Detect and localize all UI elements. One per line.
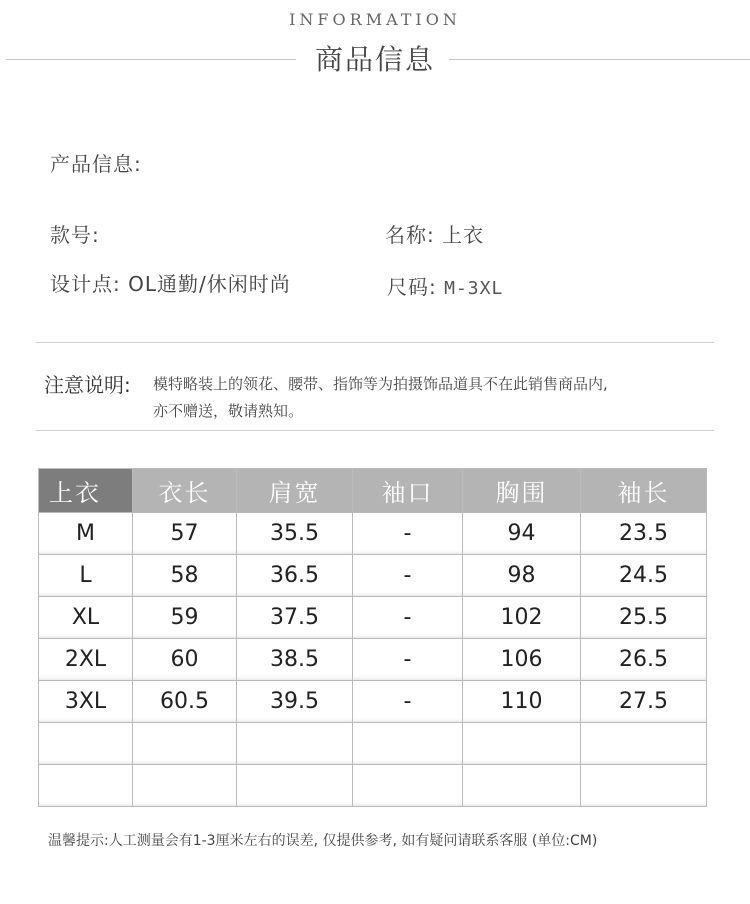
table-cell: - — [353, 681, 463, 723]
table-cell: XL — [39, 597, 133, 639]
design-field — [50, 268, 291, 297]
table-cell: 110 — [463, 681, 581, 723]
table-cell — [463, 723, 581, 765]
table-cell: 39.5 — [237, 681, 353, 723]
table-cell: - — [353, 639, 463, 681]
table-row — [39, 513, 707, 555]
table-cell — [237, 723, 353, 765]
table-cell: 25.5 — [581, 597, 707, 639]
table-row — [39, 597, 707, 639]
name-label: 名称: — [385, 223, 435, 247]
table-cell — [581, 723, 707, 765]
table-row — [39, 639, 707, 681]
table-cell: M — [39, 513, 133, 555]
table-cell: 26.5 — [581, 639, 707, 681]
name-value: 上衣 — [442, 223, 485, 247]
header-subtitle: INFORMATION — [289, 10, 461, 29]
table-row — [39, 555, 707, 597]
table-cell — [581, 765, 707, 807]
table-cell: 36.5 — [237, 555, 353, 597]
page-title: 商品信息 — [314, 43, 435, 76]
table-header-cell: 胸围 — [463, 469, 581, 513]
style-number-label: 款号: — [50, 223, 100, 247]
notice-label: 注意说明: — [44, 373, 131, 397]
table-cell — [237, 765, 353, 807]
table-cell: 98 — [463, 555, 581, 597]
table-header-cell: 袖长 — [581, 469, 707, 513]
table-cell — [39, 765, 133, 807]
table-header-cell: 肩宽 — [237, 469, 353, 513]
measurement-tip: 温馨提示:人工测量会有1-3厘米左右的误差, 仅提供参考, 如有疑问请联系客服 (单位:CM) — [48, 833, 598, 849]
table-cell: 23.5 — [581, 513, 707, 555]
table-header-cell: 上衣 — [39, 469, 133, 513]
design-label: 设计点: — [50, 272, 121, 296]
table-cell: - — [353, 597, 463, 639]
notice-line-2: 亦不赠送，敬请熟知。 — [153, 402, 304, 420]
table-cell: 60 — [133, 639, 237, 681]
table-cell — [463, 765, 581, 807]
table-cell: - — [353, 555, 463, 597]
table-cell — [353, 765, 463, 807]
divider-top — [36, 342, 714, 343]
table-header-row — [39, 469, 707, 513]
table-cell: 94 — [463, 513, 581, 555]
table-cell: 60.5 — [133, 681, 237, 723]
table-cell — [133, 723, 237, 765]
table-cell: 37.5 — [237, 597, 353, 639]
table-cell — [39, 723, 133, 765]
product-info-heading: 产品信息: — [50, 152, 142, 176]
table-row — [39, 765, 707, 807]
header-divider-left — [6, 59, 296, 60]
table-cell: 58 — [133, 555, 237, 597]
table-row — [39, 681, 707, 723]
table-cell — [353, 723, 463, 765]
table-cell: L — [39, 555, 133, 597]
table-cell: 102 — [463, 597, 581, 639]
table-cell: 3XL — [39, 681, 133, 723]
size-field — [387, 271, 503, 300]
table-header-cell: 衣长 — [133, 469, 237, 513]
table-cell: 59 — [133, 597, 237, 639]
design-value: OL通勤/休闲时尚 — [128, 272, 291, 296]
notice-line-1: 模特略装上的领花、腰带、指饰等为拍摄饰品道具不在此销售商品内, — [153, 375, 608, 393]
table-cell: 35.5 — [237, 513, 353, 555]
table-cell: 38.5 — [237, 639, 353, 681]
table-cell — [133, 765, 237, 807]
divider-bottom — [36, 430, 714, 431]
table-cell: - — [353, 513, 463, 555]
name-field — [385, 219, 484, 248]
table-cell: 106 — [463, 639, 581, 681]
size-table — [38, 468, 707, 807]
table-row — [39, 723, 707, 765]
table-cell: 57 — [133, 513, 237, 555]
table-cell: 2XL — [39, 639, 133, 681]
size-label: 尺码: — [387, 275, 437, 299]
size-value: M-3XL — [444, 278, 504, 299]
table-cell: 24.5 — [581, 555, 707, 597]
table-header-cell: 袖口 — [353, 469, 463, 513]
header-divider-right — [449, 59, 750, 60]
table-cell: 27.5 — [581, 681, 707, 723]
